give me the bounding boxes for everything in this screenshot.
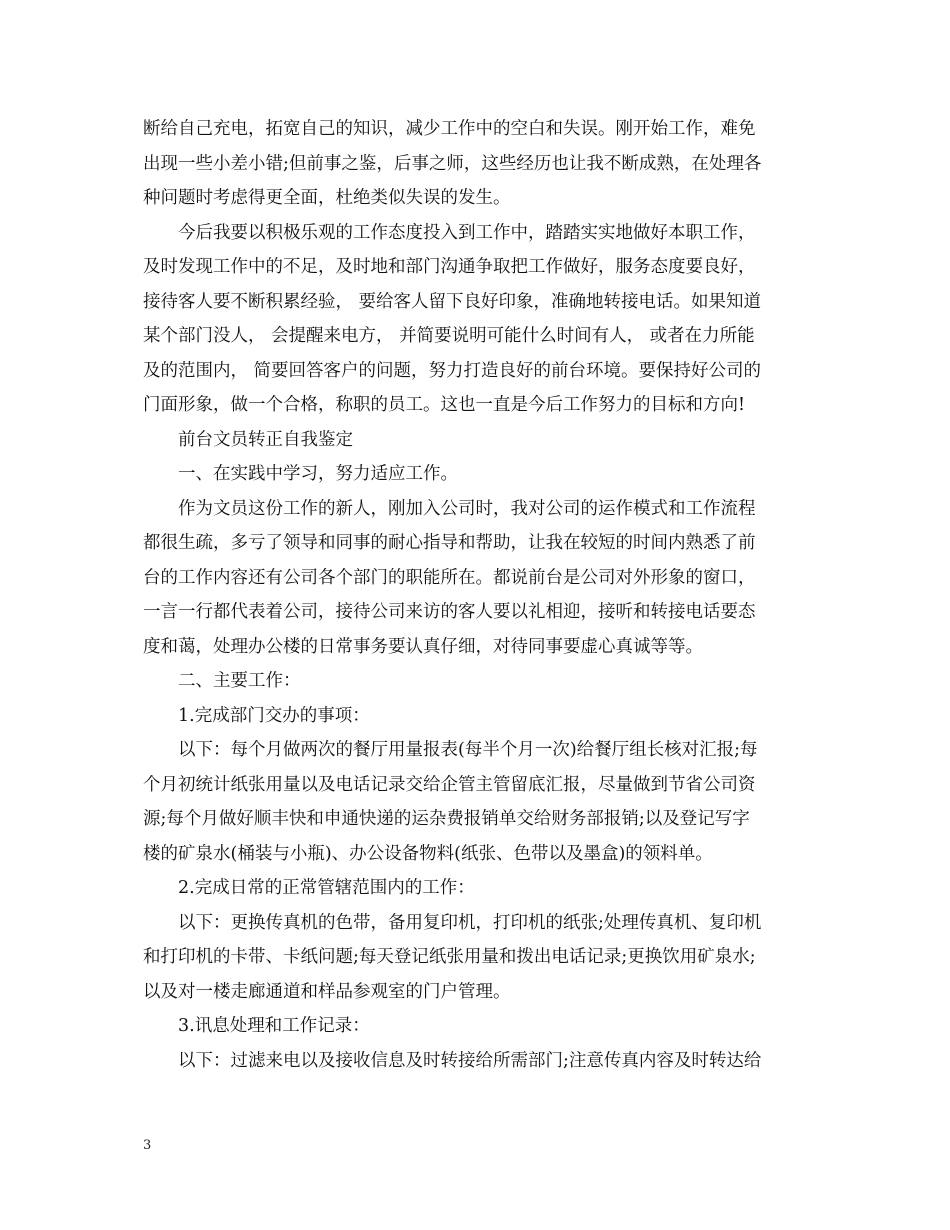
text-line: 今后我要以积极乐观的工作态度投入到工作中，踏踏实实地做好本职工作， (178, 222, 756, 243)
text-line: 1.完成部门交办的事项： (178, 705, 370, 726)
text-line: 及时发现工作中的不足，及时地和部门沟通争取把工作做好，服务态度要良好， (143, 257, 756, 277)
text-line: 以及对一楼走廊通道和样品参观室的门户管理。 (143, 981, 511, 1002)
text-line: 接待客人要不断积累经验， 要给客人留下良好印象，准确地转接电话。如果知道 (143, 291, 762, 312)
text-line: 和打印机的卡带、卡纸问题;每天登记纸张用量和拨出电话记录;更换饮用矿泉水; (143, 947, 756, 967)
text-line: 某个部门没人， 会提醒来电方， 并简要说明可能什么时间有人， 或者在力所能 (143, 326, 755, 346)
text-line: 门面形象，做一个合格，称职的员工。这也一直是今后工作努力的目标和方向! (143, 395, 746, 415)
body-text (143, 112, 813, 1078)
text-line: 一、在实践中学习，努力适应工作。 (178, 464, 458, 484)
text-line: 都很生疏，多亏了领导和同事的耐心指导和帮助，让我在较短的时间内熟悉了前 (143, 533, 756, 553)
text-line: 台的工作内容还有公司各个部门的职能所在。都说前台是公司对外形象的窗口， (143, 567, 756, 588)
text-line: 3.讯息处理和工作记录： (178, 1016, 370, 1036)
text-line: 及的范围内， 简要回答客户的问题，努力打造良好的前台环境。要保持好公司的 (143, 360, 762, 381)
text-line: 个月初统计纸张用量以及电话记录交给企管主管留底汇报，尽量做到节省公司资 (143, 774, 756, 795)
text-line: 以下：每个月做两次的餐厅用量报表(每半个月一次)给餐厅组长核对汇报;每 (178, 740, 758, 760)
text-line: 二、主要工作： (178, 671, 301, 691)
text-line: 出现一些小差小错;但前事之鉴，后事之师，这些经历也让我不断成熟，在处理各 (143, 153, 762, 174)
page-number: 3 (143, 1138, 152, 1153)
text-line: 作为文员这份工作的新人，刚加入公司时，我对公司的运作模式和工作流程 (178, 498, 756, 519)
text-line: 种问题时考虑得更全面，杜绝类似失误的发生。 (143, 188, 511, 208)
text-line: 源;每个月做好顺丰快和申通快递的运杂费报销单交给财务部报销;以及登记写字 (143, 809, 750, 829)
text-line: 一言一行都代表着公司，接待公司来访的客人要以礼相迎，接听和转接电话要态 (143, 602, 756, 622)
text-line: 楼的矿泉水(桶装与小瓶)、办公设备物料(纸张、色带以及墨盒)的领料单。 (143, 843, 713, 864)
text-line: 断给自己充电，拓宽自己的知识，减少工作中的空白和失误。刚开始工作，难免 (143, 119, 756, 139)
text-line: 度和蔼，处理办公楼的日常事务要认真仔细，对待同事要虚心真诚等等。 (143, 636, 703, 657)
text-line: 2.完成日常的正常管辖范围内的工作： (178, 878, 475, 898)
text-line: 以下：过滤来电以及接收信息及时转接给所需部门;注意传真内容及时转达给 (178, 1050, 762, 1071)
text-line: 前台文员转正自我鉴定 (178, 429, 353, 450)
text-line: 以下：更换传真机的色带，备用复印机，打印机的纸张;处理传真机、复印机 (178, 912, 762, 933)
